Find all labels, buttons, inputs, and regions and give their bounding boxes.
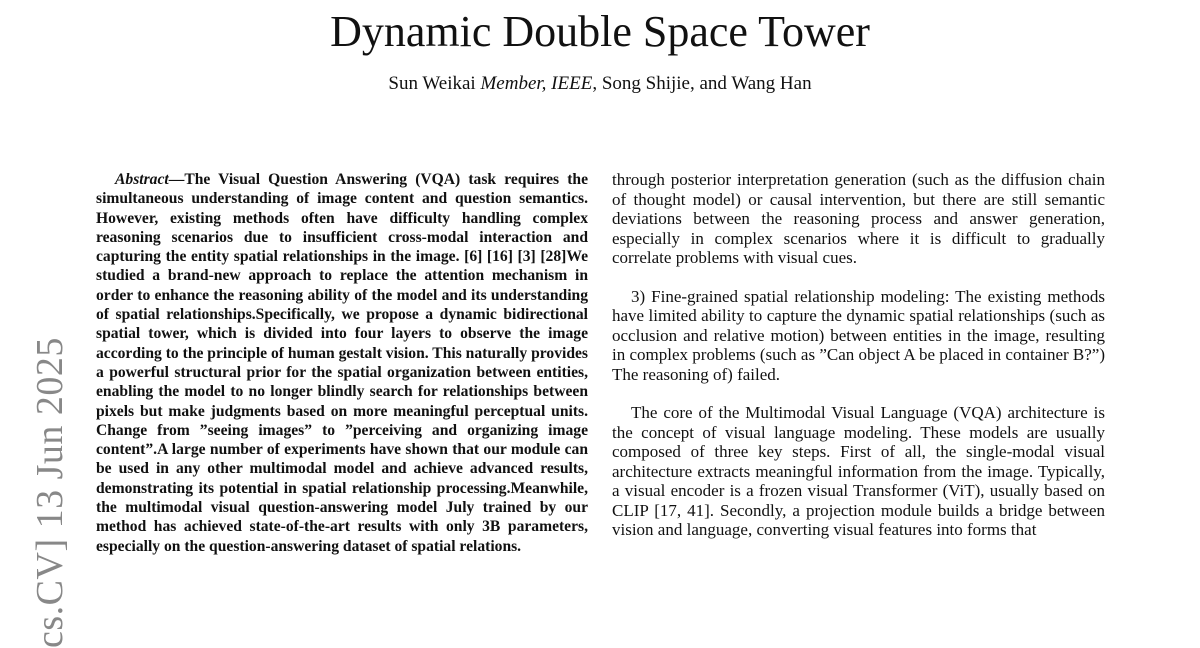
abstract-paragraph [96,170,588,556]
body-column [612,170,1105,559]
author-first: Sun Weikai [388,73,481,94]
paper-title: Dynamic Double Space Tower [330,7,870,56]
abstract-text: The Visual Question Answering (VQA) task requires the simultaneous understanding of image content and question semantics. However, existing methods often have difficulty handling complex reasoning scenarios due to insufficient cross-modal interaction and capturing the entity spatial relationships in the image. [6] [16] [3] [28]We studied a brand-new approach to replace the attention mechanism in order to enhance the reasoning ability of the model and its understanding of spatial relationships.Specifically, we propose a dynamic bidirectional spatial tower, which is divided into four layers to observe the image according to the principle of human gestalt vision. This naturally provides a powerful structural prior for the spatial organization between entities, enabling the model to no longer blindly search for relationships between pixels but make judgments based on more meaningful perceptual units. Change from ”seeing images” to ”perceiving and organizing image content”.A large number of experiments have shown that our module can be used in any other multimodal model and achieve advanced results, demonstrating its potential in spatial relationship processing.Meanwhile, the multimodal visual question-answering model July trained by our method has achieved state-of-the-art results with only 3B parameters, especially on the question-answering dataset of spatial relations. [96,171,588,555]
abstract-dash: — [168,171,185,188]
body-paragraph-2: 3) Fine-grained spatial relationship modeling: The existing methods have limited ability to capture the dynamic spatial relationships (such as occlusion and relative motion) between entities in the image, resulting in complex problems (such as ”Can object A be placed in container B?”) The reasoning of) failed. [612,286,1105,384]
arxiv-stamp: cs.CV] 13 Jun 2025 [29,337,71,648]
body-paragraph-3: The core of the Multimodal Visual Language (VQA) architecture is the concept of visual language modeling. These models are usually composed of three key steps. First of all, the single-modal visual architecture extracts meaningful information from the image. Typically, a visual encoder is a frozen visual Transformer (ViT), usually based on CLIP [17, 41]. Secondly, a projection module builds a bridge between vision and language, converting visual features into forms that [612,403,1105,539]
author-membership: Member, IEEE [480,73,593,94]
body-paragraph-1: through posterior interpretation generation (such as the diffusion chain of thought model) or causal intervention, but there are still semantic deviations between the reasoning process and answer generation, especially in complex scenarios where it is difficult to gradually correlate problems with visual cues. [612,170,1105,267]
abstract-label: Abstract [115,171,169,188]
author-rest: , Song Shijie, and Wang Han [592,73,812,94]
abstract-column [96,170,588,556]
author-line [0,72,1200,96]
